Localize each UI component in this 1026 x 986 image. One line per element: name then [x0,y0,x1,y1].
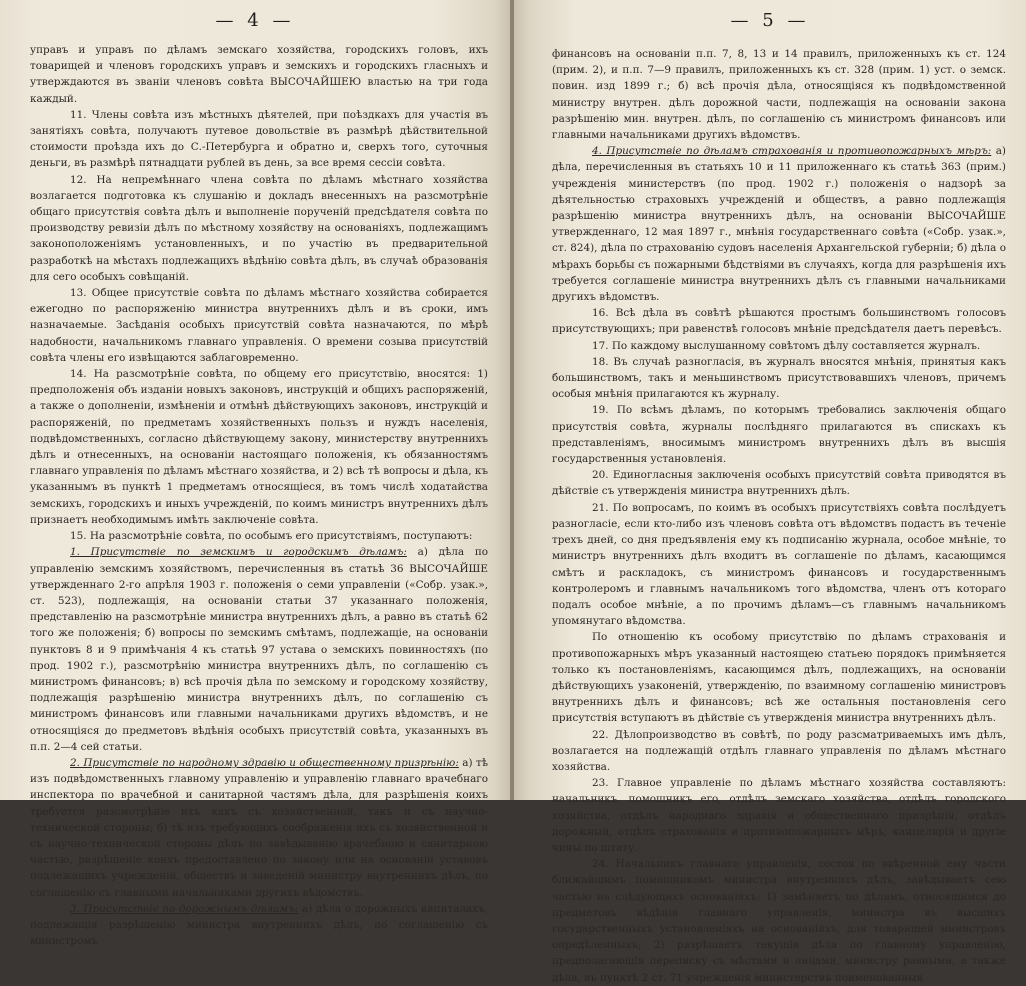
section-heading: 2. Присутствіе по народному здравію и общественному призрѣнію: [70,756,459,769]
page-text [552,46,1006,986]
paragraph [552,143,1006,305]
paragraph [552,305,1006,337]
paragraph [552,775,1006,856]
paragraph-text: а) дѣла, перечисленныя въ статьяхъ 10 и 11 приложеннаго къ статьѣ 363 (прим.) учрежденія министерствъ (по прод. 1902 г.) положенія о надзорѣ за дѣятельностью страховыхъ учрежденій и обществъ, а равно подлежащія разрѣшенію министра внутреннихъ дѣлъ, на основаніи ВЫСОЧАЙШЕ утвержденнаго, 12 мая 1897 г., мнѣнія государственнаго совѣта («Собр. узак.», ст. 824), дѣла по страхованію судовъ населенія Архангельской губерніи; б) дѣла о мѣрахъ борьбы съ пожарными бѣдствіями въ случаяхъ, когда для разрѣшенія ихъ требуется соглашеніе министра внутреннихъ дѣлъ съ главными начальниками другихъ вѣдомствъ. [552,145,1006,304]
page-number: — 4 — [215,10,295,31]
paragraph [30,285,488,366]
paragraph [30,901,488,950]
paragraph-text: 12. На непремѣннаго члена совѣта по дѣламъ мѣстнаго хозяйства возлагается подготовка къ слушанію и докладъ внесенныхъ на разсмотрѣніе общаго присутствія совѣта дѣлъ и выполненіе порученій предсѣдателя совѣта по производству ревизіи дѣлъ по мѣстному хозяйству на основаніяхъ, подлежащимъ законоположеніямъ установленныхъ, и по участію въ предварительной разработкѣ на мѣстахъ подлежащихъ вѣдѣнію совѣта дѣлъ, въ случаѣ образованія для сего особыхъ совѣщаній. [30,173,488,283]
paragraph-text: По отношенію къ особому присутствію по дѣламъ страхованія и противопожарныхъ мѣръ указанный настоящею статьею порядокъ примѣняется только къ постановленіямъ, касающимся дѣлъ, подлежащихъ, на основаніи дѣйствующихъ узаконеній, утвержденію, по взаимному соглашенію министровъ внутреннихъ дѣлъ и финансовъ; всѣ же остальныя постановленія сего присутствія вступаютъ въ дѣйствіе съ утвержденія министра внутреннихъ дѣлъ. [552,631,1006,725]
paragraph-text: 19. По всѣмъ дѣламъ, по которымъ требовались заключенія общаго присутствія совѣта, журналы послѣдняго прилагаются въ спискахъ къ представленіямъ, вносимымъ министромъ внутреннихъ дѣлъ въ высшія государственныя установленія. [552,404,1006,466]
section-heading: 4. Присутствіе по дѣламъ страхованія и противопожарныхъ мѣръ: [592,145,992,158]
paragraph-text: 18. Въ случаѣ разногласія, въ журналъ вносятся мнѣнія, принятыя какъ большинствомъ, такъ и меньшинствомъ присутствовавшихъ членовъ, причемъ особыя мнѣнія прилагаются къ журналу. [552,355,1006,401]
page-number: — 5 — [730,10,810,31]
paragraph [30,755,488,901]
paragraph-text: а) тѣ изъ подвѣдомственныхъ главному управленію и управленію главнаго врачебнаго инспектора по врачебной и санитарной частямъ дѣла, для разрѣшенія коихъ требуется разсмотрѣніе ихъ какъ съ хозяйственной, такъ и съ научно-технической стороны; б) тѣ изъ требующихъ соображенія ихъ съ хозяйственной и съ научно-технической стороны дѣлъ по завѣдыванію врачебною и санитарною частью, разрѣшеніе коихъ предоставлено по закону или на основаніи уставовъ подлежащихъ учрежденій, обществъ и заведеній министру внутреннихъ дѣлъ, по соглашенію съ главными начальниками другихъ вѣдомствъ. [30,756,488,899]
paragraph-text: 23. Главное управленіе по дѣламъ мѣстнаго хозяйства составляютъ: начальникъ, помощникъ его, отдѣлъ земскаго хозяйства, отдѣлъ городского хозяйства, отдѣлъ народнаго здравія и общественнаго призрѣнія, отдѣлъ дорожный, отдѣлъ страхованія и противопожарныхъ мѣръ, канцелярія и другіе чины по штату. [552,777,1006,854]
paragraph [552,46,1006,143]
section-heading: 1. Присутствіе по земскимъ и городскимъ дѣламъ: [70,546,407,559]
paragraph-text: управъ и управъ по дѣламъ земскаго хозяйства, городскихъ головъ, ихъ товарищей и членовъ городскихъ управъ и земскихъ и городскихъ гласныхъ и утверждаются въ званіи членовъ совѣта ВЫСОЧАЙШЕЮ властью на три года каждый. [30,44,488,105]
paragraph-text: 21. По вопросамъ, по коимъ въ особыхъ присутствіяхъ совѣта послѣдуетъ разногласіе, если кто-либо изъ членовъ совѣта отъ вѣдомствъ подастъ въ теченіе трехъ дней, со дня предъявленія ему къ подписанію журнала, особое мнѣніе, то министръ внутреннихъ дѣлъ входитъ въ соглашеніе по дѣламъ, касающимся смѣтъ и раскладокъ, съ министромъ финансовъ и государственнымъ контролеромъ и главнымъ начальникомъ того вѣдомства, членъ отъ котораго подалъ особое мнѣніе, а по прочимъ дѣламъ—съ главнымъ начальникомъ упомянутаго вѣдомства. [552,501,1006,628]
paragraph [552,727,1006,776]
page-text [30,42,488,949]
paragraph [30,366,488,528]
paragraph-text: 16. Всѣ дѣла въ совѣтѣ рѣшаются простымъ большинствомъ голосовъ присутствующихъ; при равенствѣ голосовъ мнѣніе предсѣдателя даетъ перевѣсъ. [552,307,1006,336]
paragraph-text: 17. По каждому выслушанному совѣтомъ дѣлу составляется журналъ. [592,339,981,352]
paragraph-text: 11. Члены совѣта изъ мѣстныхъ дѣятелей, при поѣздкахъ для участія въ занятіяхъ совѣта, получаютъ путевое довольствіе въ размѣрѣ дѣйствительной стоимости проѣзда ихъ до С.-Петербурга и обратно и, сверхъ того, суточныя деньги, въ размѣрѣ пятнадцати рублей въ день, за все время сессіи совѣта. [30,108,488,170]
paragraph-text: 14. На разсмотрѣніе совѣта, по общему его присутствію, вносятся: 1) предположенія объ изданіи новыхъ законовъ, инструкцій и общихъ распоряженій, а также о дополненіи, измѣненіи и отмѣнѣ дѣйствующихъ законовъ, инструкцій и распоряженій, по предметамъ хозяйственныхъ пользъ и нуждъ населенія, подвѣдомственныхъ, согласно дѣйствующему закону, министерству внутреннихъ дѣлъ и отнесенныхъ, на основаніи настоящаго положенія, къ обязанностямъ главнаго управленія по дѣламъ мѣстнаго хозяйства, и 2) всѣ тѣ вопросы и дѣла, къ указаннымъ въ пунктѣ 1 предметамъ относящіеся, въ томъ числѣ ходатайства земскихъ, городскихъ и иныхъ учрежденій, по коимъ министръ внутреннихъ дѣлъ признаетъ необходимымъ имѣть заключеніе совѣта. [30,368,488,526]
paragraph-text: 13. Общее присутствіе совѣта по дѣламъ мѣстнаго хозяйства собирается ежегодно по распоряженію министра внутреннихъ дѣлъ и въ сроки, имъ назначаемые. Засѣданія особыхъ присутствій совѣта назначаются, по мѣрѣ надобности, начальникомъ главнаго управленія. О времени созыва присутствій совѣта члены его извѣщаются заблаговременно. [30,287,488,364]
paragraph [552,402,1006,467]
paragraph-text: 24. Начальникъ главнаго управленія, состоя по ввѣренной ему части ближайшимъ помощникомъ министра внутреннихъ дѣлъ, завѣдываетъ сею частью на слѣдующихъ основаніяхъ: 1) замѣняетъ по дѣламъ, относящимся до предметовъ вѣдѣнія главнаго управленія, министра въ высшихъ государственныхъ установленіяхъ на основаніяхъ, для товарищей министровъ опредѣленныхъ; 2) разрѣшаетъ текущія дѣла по главному управленію, предполагающія переписку съ мѣстами и лицами, министру равными, а также дѣла, въ пунктѣ 2 ст. 71 учрежденія министерствъ поименованныя [552,858,1006,984]
paragraph [552,629,1006,726]
paragraph-text: 20. Единогласныя заключенія особыхъ присутствій совѣта приводятся въ дѣйствіе съ утвержденія министра внутреннихъ дѣлъ. [552,469,1006,498]
paragraph-text: а) дѣла по управленію земскимъ хозяйствомъ, перечисленныя въ статьѣ 36 ВЫСОЧАЙШЕ утвержденнаго 2-го апрѣля 1903 г. положенія о семи управленіи («Собр. узак.», ст. 523), подлежащія, на основаніи статьи 37 указаннаго положенія, представленію на разсмотрѣніе министра внутреннихъ дѣлъ, а равно въ статьѣ 62 того же положенія; б) вопросы по земскимъ смѣтамъ, подлежащіе, на основаніи пунктовъ 8 и 9 примѣчанія 4 къ статьѣ 97 устава о земскихъ повинностяхъ (по прод. 1902 г.), разсмотрѣнію министра внутреннихъ дѣлъ, по соглашенію съ министромъ финансовъ; в) всѣ прочія дѣла по земскому и городскому хозяйству, подлежащія разрѣшенію министра внутреннихъ дѣлъ, по соглашенію съ министромъ финансовъ или главными начальниками другихъ вѣдомствъ, и не относящіяся до предметовъ вѣдѣнія особыхъ присутствій совѣта, указанныхъ въ п.п. 2—4 сей статьи. [30,546,488,753]
paragraph [30,172,488,285]
paragraph-text: 15. На разсмотрѣніе совѣта, по особымъ его присутствіямъ, поступаютъ: [70,530,473,543]
paragraph [552,856,1006,986]
section-heading: 3. Присутствіе по дорожнымъ дѣламъ: [70,902,299,915]
paragraph [552,467,1006,499]
paragraph [30,528,488,544]
left-page [0,0,510,948]
paragraph [30,107,488,172]
paragraph [552,500,1006,630]
paragraph-text: а) дѣла о дорожныхъ капиталахъ, подлежащія разрѣшенію министра внутреннихъ дѣлъ, по соглашенію съ министромъ [30,902,488,948]
paragraph [552,338,1006,354]
paragraph [552,354,1006,403]
paragraph-text: 22. Дѣлопроизводство въ совѣтѣ, по роду разсматриваемыхъ имъ дѣлъ, возлагается на подлежащій отдѣлъ главнаго управленія по дѣламъ мѣстнаго хозяйства. [552,728,1006,773]
paragraph [30,42,488,107]
paragraph-text: финансовъ на основаніи п.п. 7, 8, 13 и 14 правилъ, приложенныхъ къ ст. 124 (прим. 2), и п.п. 7—9 правилъ, приложенныхъ къ ст. 328 (прим. 1) уст. о земск. повин. изд 1899 г.; б) всѣ прочія дѣла, относящіяся къ подвѣдомственной министру внутрен. дѣлъ дорожной части, подлежащія на основаніи закона разрѣшенію мин. внутрен. дѣлъ, по соглашенію съ министромъ финансовъ или главными начальниками другихъ вѣдомствъ. [552,48,1006,142]
right-page [514,0,1026,984]
paragraph [30,544,488,755]
